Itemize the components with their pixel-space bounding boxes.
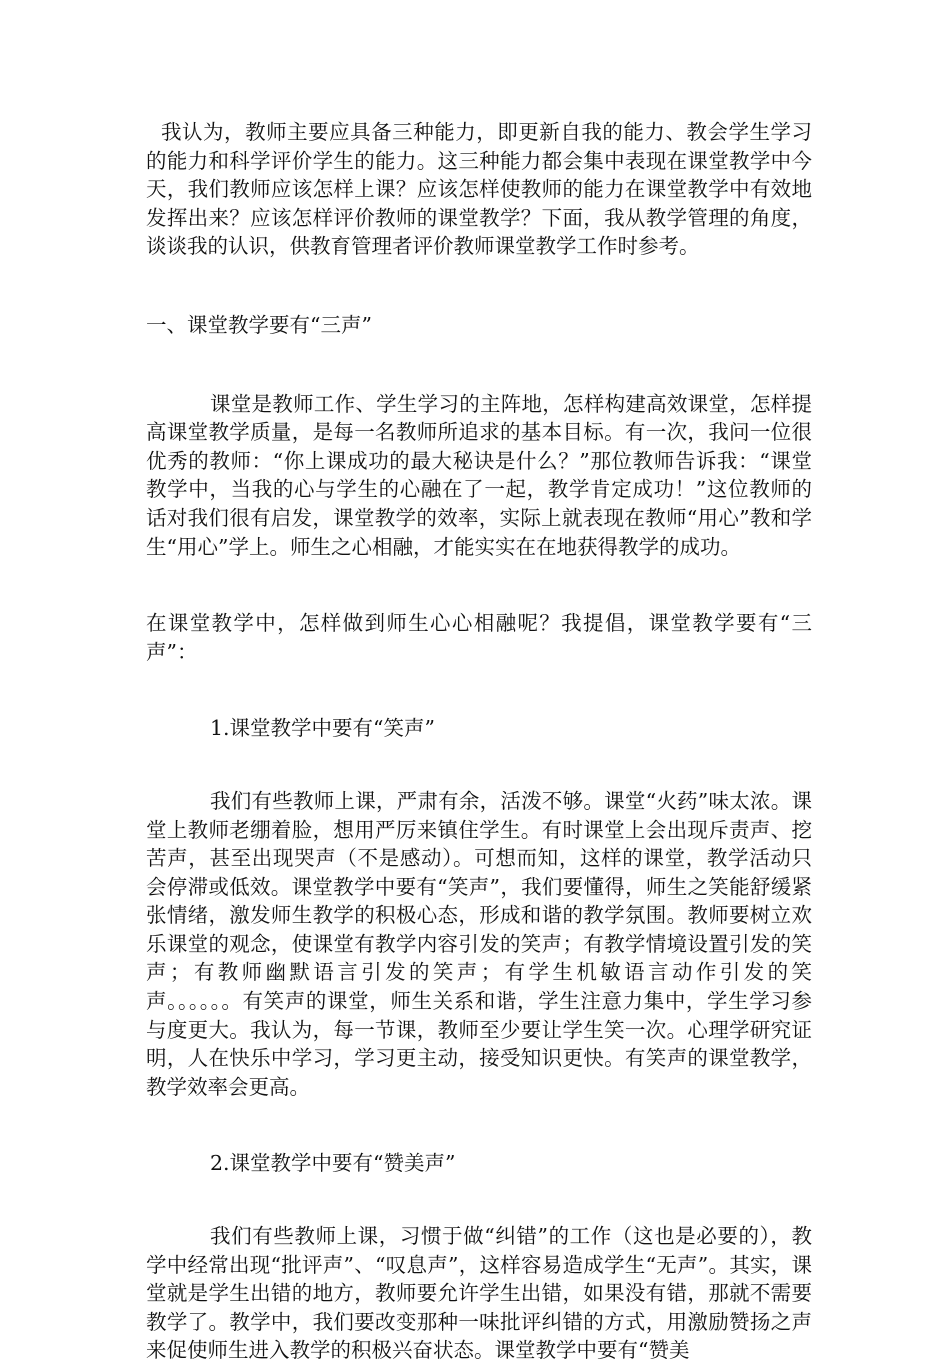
subsection-title: 2.课堂教学中要有“赞美声” [210, 1151, 456, 1176]
body-paragraph: 在课堂教学中，怎样做到师生心心相融呢？我提倡，课堂教学要有“三声”： [146, 611, 812, 664]
spacer [146, 1101, 812, 1149]
body-paragraph: 课堂是教师工作、学生学习的主阵地，怎样构建高效课堂，怎样提高课堂教学质量，是每一名教师所追求的基本目标。有一次，我问一位很优秀的教师：“你上课成功的最大秘诀是什么？”那位教师告诉我：“课堂教学中，当我的心与学生的心融在了一起，教学肯定成功！”这位教师的话对我们很有启发，课堂教学的效率，实际上就表现在教师“用心”教和学生“用心”学上。师生之心相融，才能实实在在地获得教学的成功。 [146, 391, 812, 559]
spacer [146, 261, 812, 311]
section-title: 一、课堂教学要有“三声” [146, 312, 372, 337]
body-paragraph: 我们有些教师上课，习惯于做“纠错”的工作（这也是必要的），教学中经常出现“批评声”、“叹息声”，这样容易造成学生“无声”。其实，课堂就是学生出错的地方，教师要允许学生出错，如果没有错，那就不需要教学了。教学中，我们要改变那种一味批评纠错的方式，用激励赞扬之声来促使师生进入教学的积极兴奋状态。课堂教学中要有“赞美 [146, 1224, 812, 1363]
spacer [146, 1178, 812, 1222]
spacer [146, 743, 812, 787]
intro-paragraph: 我认为，教师主要应具备三种能力，即更新自我的能力、教会学生学习的能力和科学评价学生的能力。这三种能力都会集中表现在课堂教学中今天，我们教师应该怎样上课？应该怎样使教师的能力在课堂教学中有效地发挥出来？应该怎样评价教师的课堂教学？下面，我从教学管理的角度，谈谈我的认识，供教育管理者评价教师课堂教学工作时参考。 [146, 120, 812, 259]
body-paragraph: 我们有些教师上课，严肃有余，活泼不够。课堂“火药”味太浓。课堂上教师老绷着脸，想用严厉来镇住学生。有时课堂上会出现斥责声、挖苦声，甚至出现哭声（不是感动）。可想而知，这样的课堂，教学活动只会停滞或低效。课堂教学中要有“笑声”，我们要懂得，师生之笑能舒缓紧张情绪，激发师生教学的积极心态，形成和谐的教学氛围。教师要树立欢乐课堂的观念，使课堂有教学内容引发的笑声；有教学情境设置引发的笑声；有教师幽默语言引发的笑声；有学生机敏语言动作引发的笑声。。。。。。有笑声的课堂，师生关系和谐，学生注意力集中，学生学习参与度更大。我认为，每一节课，教师至少要让学生笑一次。心理学研究证明，人在快乐中学习，学习更主动，接受知识更快。有笑声的课堂教学，教学效率会更高。 [146, 788, 812, 1099]
document-page [146, 118, 812, 1365]
spacer [146, 666, 812, 714]
subsection-title: 1.课堂教学中要有“笑声” [210, 716, 436, 741]
spacer [146, 340, 812, 390]
spacer [146, 561, 812, 609]
